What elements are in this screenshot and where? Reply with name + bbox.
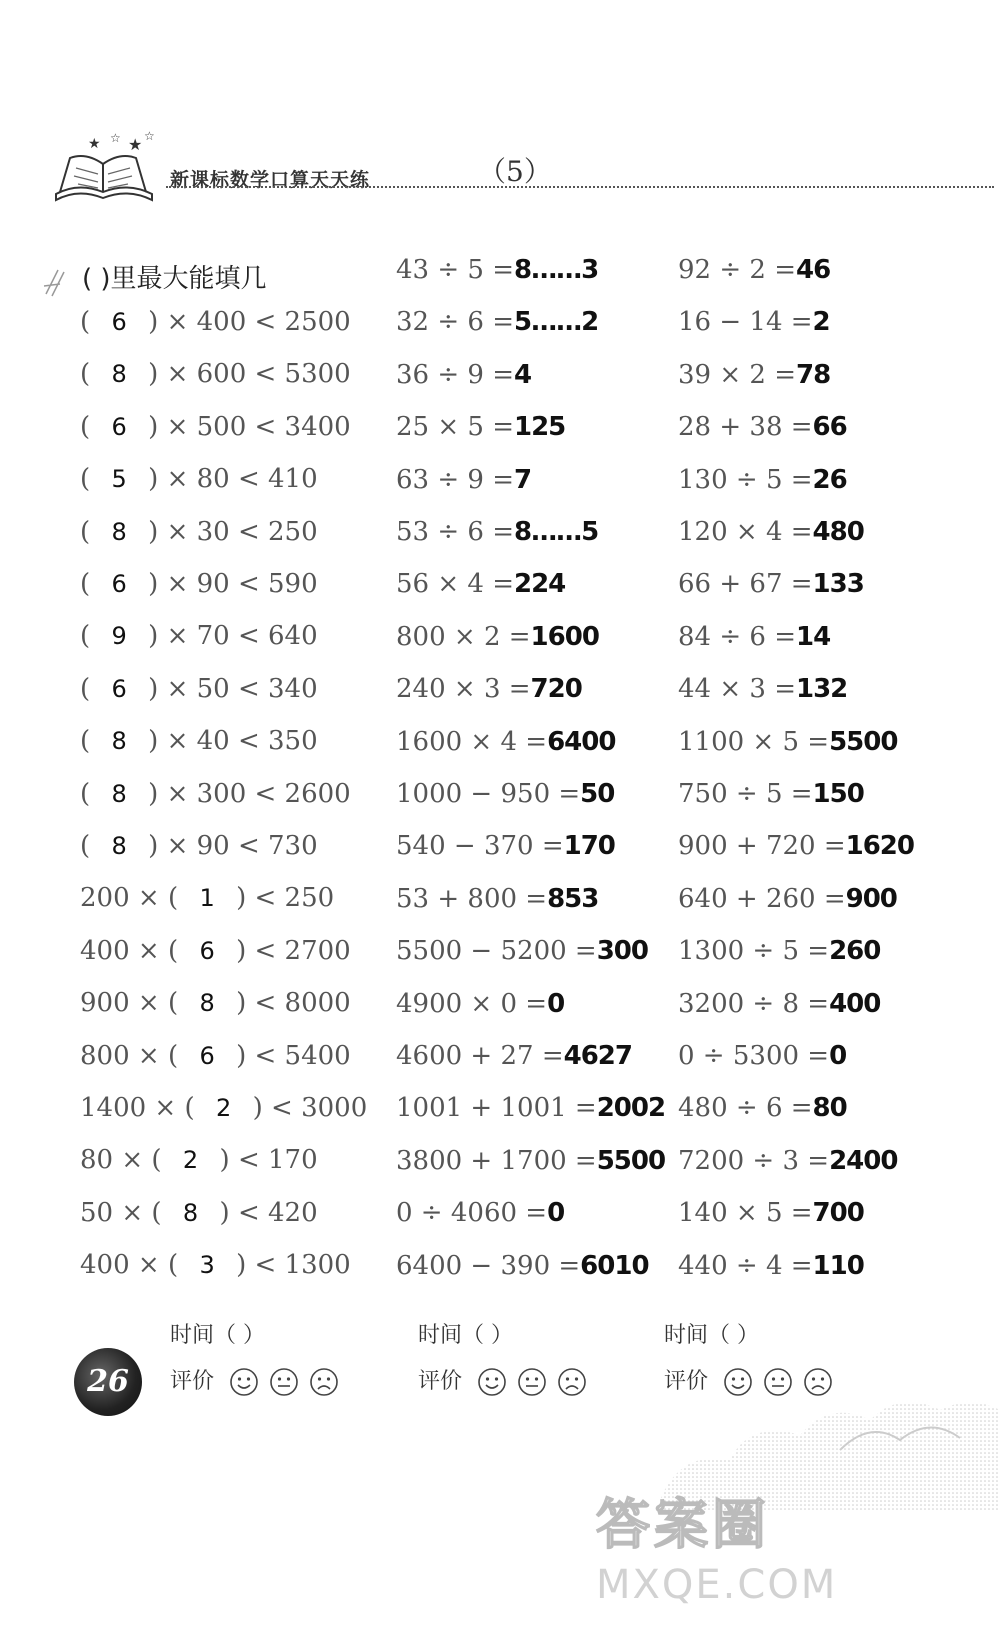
inequality-prefix: ( <box>80 673 91 704</box>
calculation-answer: 150 <box>812 779 864 809</box>
calculation-expression: 16 − 14 = <box>678 307 813 338</box>
fill-in-row <box>80 512 318 552</box>
calculation-answer: 110 <box>812 1250 864 1281</box>
header-divider <box>166 186 994 188</box>
calculation-row <box>396 984 564 1024</box>
inequality-prefix: ( <box>80 411 91 442</box>
calculation-answer: 480 <box>812 517 864 547</box>
smiley-neutral-icon[interactable] <box>517 1367 547 1397</box>
inequality-prefix: 900 × ( <box>80 988 179 1019</box>
calculation-row <box>678 512 864 552</box>
fill-in-row <box>80 826 318 866</box>
calculation-expression: 640 + 260 = <box>678 883 846 914</box>
pencil-mark-icon <box>40 262 80 302</box>
inequality-suffix: ) < 250 <box>236 883 335 914</box>
fill-in-row <box>80 407 351 447</box>
blank-answer: 8 <box>111 360 127 389</box>
calculation-row <box>678 774 864 814</box>
fill-in-row <box>80 1140 318 1180</box>
svg-text:★: ★ <box>128 135 143 154</box>
calculation-row <box>396 460 531 500</box>
calculation-row <box>678 1193 864 1233</box>
calculation-expression: 140 × 5 = <box>678 1198 813 1229</box>
blank-answer: 5 <box>111 465 127 494</box>
inequality-suffix: ) × 30 < 250 <box>148 516 318 547</box>
inequality-prefix: ( <box>80 778 91 809</box>
calculation-answer: 0 <box>547 1198 565 1229</box>
inequality-suffix: ) × 90 < 590 <box>148 569 318 599</box>
calculation-answer: 132 <box>796 674 848 705</box>
blank-answer: 6 <box>111 308 127 336</box>
inequality-prefix: 400 × ( <box>80 935 179 966</box>
calculation-row <box>678 564 864 604</box>
inequality-prefix: 400 × ( <box>80 1250 179 1281</box>
inequality-suffix: ) < 1300 <box>236 1250 351 1281</box>
calculation-row <box>396 722 615 762</box>
inequality-suffix: ) × 300 < 2600 <box>148 778 351 809</box>
issue-number: （5） <box>478 155 552 188</box>
watermark-logo: 答案圈 <box>596 1493 770 1556</box>
calculation-expression: 120 × 4 = <box>678 517 813 547</box>
evaluation-label: 评价 <box>418 1369 463 1394</box>
calculation-row <box>678 879 897 919</box>
svg-text:★: ★ <box>88 136 101 152</box>
open-book-icon <box>48 128 158 208</box>
calculation-expression: 25 × 5 = <box>396 412 514 443</box>
smiley-sad-icon[interactable] <box>309 1367 339 1397</box>
calculation-answer: 853 <box>547 883 599 914</box>
blank-answer: 6 <box>111 412 127 441</box>
svg-text:☆: ☆ <box>144 129 155 143</box>
calculation-expression: 1000 − 950 = <box>396 779 581 809</box>
blank-answer: 6 <box>111 674 127 703</box>
calculation-row <box>678 302 830 342</box>
calculation-row <box>678 250 830 290</box>
calculation-answer: 133 <box>812 569 864 600</box>
blank-answer: 1 <box>199 884 215 913</box>
calculation-expression: 53 + 800 = <box>396 883 548 914</box>
calculation-expression: 800 × 2 = <box>396 621 531 652</box>
calculation-expression: 53 ÷ 6 = <box>396 517 514 547</box>
evaluation-2 <box>418 1364 597 1397</box>
calculation-expression: 1100 × 5 = <box>678 726 830 757</box>
inequality-prefix: ( <box>80 831 91 861</box>
inequality-prefix: ( <box>80 464 91 495</box>
inequality-suffix: ) < 8000 <box>236 988 351 1019</box>
inequality-suffix: ) × 600 < 5300 <box>148 359 351 390</box>
blank-answer: 2 <box>182 1146 199 1175</box>
calculation-answer: 0 <box>547 988 565 1019</box>
calculation-expression: 44 × 3 = <box>678 674 796 705</box>
fill-in-row <box>80 774 351 814</box>
calculation-answer: 46 <box>796 255 831 285</box>
inequality-prefix: ( <box>80 359 91 390</box>
calculation-row <box>678 407 847 447</box>
smiley-happy-icon[interactable] <box>477 1367 507 1397</box>
calculation-expression: 39 × 2 = <box>678 359 796 390</box>
calculation-row <box>396 931 648 971</box>
fill-in-row <box>80 931 351 971</box>
calculation-row <box>678 669 847 709</box>
calculation-expression: 7200 ÷ 3 = <box>678 1145 830 1176</box>
inequality-suffix: ) × 50 < 340 <box>148 673 318 704</box>
calculation-answer: 2400 <box>829 1145 898 1176</box>
calculation-answer: 224 <box>514 569 566 600</box>
calculation-expression: 63 ÷ 9 = <box>396 464 514 495</box>
calculation-expression: 130 ÷ 5 = <box>678 464 813 495</box>
calculation-answer: 5500 <box>596 1145 666 1176</box>
calculation-answer: 5……2 <box>514 307 599 338</box>
blank-answer: 8 <box>182 1198 199 1227</box>
calculation-answer: 8……5 <box>514 517 599 547</box>
fill-in-row <box>80 1193 318 1233</box>
calculation-answer: 2 <box>812 307 830 338</box>
blank-answer: 8 <box>111 779 127 808</box>
calculation-answer: 1620 <box>845 831 914 862</box>
calculation-row <box>678 826 914 866</box>
inequality-suffix: ) × 90 < 730 <box>148 831 318 861</box>
calculation-row <box>396 826 615 866</box>
calculation-expression: 3200 ÷ 8 = <box>678 988 830 1019</box>
fill-in-row <box>80 354 351 394</box>
inequality-suffix: ) × 70 < 640 <box>148 621 318 652</box>
calculation-expression: 28 + 38 = <box>678 412 813 443</box>
calculation-answer: 6400 <box>547 726 616 757</box>
inequality-prefix: 80 × ( <box>80 1145 162 1176</box>
inequality-prefix: ( <box>80 621 91 652</box>
calculation-row <box>396 1088 665 1128</box>
calculation-answer: 170 <box>563 831 615 862</box>
calculation-answer: 720 <box>530 674 582 705</box>
fill-in-row <box>80 459 318 499</box>
fill-in-row <box>80 564 318 604</box>
calculation-row <box>678 931 880 971</box>
fill-in-row <box>80 1088 367 1128</box>
blank-answer: 3 <box>199 1251 215 1280</box>
calculation-row <box>396 302 598 342</box>
calculation-answer: 4 <box>514 359 532 390</box>
calculation-answer: 125 <box>514 412 566 443</box>
fill-in-row <box>80 1245 351 1285</box>
calculation-answer: 300 <box>596 936 648 967</box>
calculation-row <box>396 879 598 919</box>
calculation-expression: 56 × 4 = <box>396 569 514 600</box>
inequality-prefix: ( <box>80 569 91 599</box>
calculation-expression: 440 ÷ 4 = <box>678 1250 813 1281</box>
blank-answer: 2 <box>216 1094 232 1122</box>
calculation-row <box>396 617 599 657</box>
fill-in-row <box>80 616 318 656</box>
inequality-prefix: ( <box>80 307 91 337</box>
calculation-answer: 260 <box>829 936 881 967</box>
calculation-expression: 1600 × 4 = <box>396 726 548 757</box>
calculation-row <box>678 722 897 762</box>
time-field-1: 时间（ ） <box>170 1323 265 1348</box>
evaluation-faces <box>477 1367 597 1397</box>
calculation-answer: 80 <box>812 1093 847 1124</box>
calculation-expression: 1001 + 1001 = <box>396 1093 597 1124</box>
calculation-row <box>396 669 582 709</box>
blank-answer: 6 <box>199 936 215 965</box>
calculation-row <box>396 512 598 552</box>
calculation-expression: 900 + 720 = <box>678 831 846 862</box>
time-field-2: 时间（ ） <box>418 1323 513 1348</box>
smiley-happy-icon[interactable] <box>229 1367 259 1397</box>
calculation-answer: 0 <box>829 1041 847 1071</box>
calculation-expression: 540 − 370 = <box>396 831 564 862</box>
blank-answer: 6 <box>199 1041 215 1070</box>
inequality-suffix: ) < 5400 <box>236 1040 351 1071</box>
calculation-row <box>678 460 847 500</box>
fill-in-row <box>80 669 318 709</box>
inequality-suffix: ) × 80 < 410 <box>148 464 318 495</box>
calculation-answer: 66 <box>812 412 847 443</box>
calculation-expression: 480 ÷ 6 = <box>678 1093 813 1124</box>
calculation-row <box>396 250 598 290</box>
calculation-answer: 700 <box>812 1198 864 1229</box>
inequality-suffix: ) × 500 < 3400 <box>148 411 351 442</box>
calculation-row <box>396 1193 564 1233</box>
calculation-expression: 240 × 3 = <box>396 674 531 705</box>
evaluation-label: 评价 <box>170 1369 215 1394</box>
inequality-suffix: ) < 3000 <box>252 1093 368 1123</box>
calculation-row <box>396 1036 632 1076</box>
blank-answer: 8 <box>111 727 127 756</box>
inequality-prefix: 800 × ( <box>80 1040 179 1071</box>
calculation-answer: 1600 <box>530 621 599 652</box>
calculation-answer: 7 <box>514 464 532 495</box>
calculation-expression: 66 + 67 = <box>678 569 813 600</box>
fill-in-row <box>80 721 318 761</box>
blank-answer: 8 <box>111 832 127 860</box>
calculation-expression: 36 ÷ 9 = <box>396 359 514 390</box>
smiley-neutral-icon[interactable] <box>269 1367 299 1397</box>
blank-answer: 9 <box>111 622 127 651</box>
calculation-expression: 84 ÷ 6 = <box>678 621 796 652</box>
inequality-suffix: ) × 400 < 2500 <box>148 307 351 337</box>
calculation-row <box>678 617 830 657</box>
svg-text:☆: ☆ <box>110 131 121 145</box>
inequality-suffix: ) × 40 < 350 <box>148 726 318 757</box>
calculation-expression: 0 ÷ 5300 = <box>678 1041 830 1071</box>
series-title: 新课标数学口算天天练 <box>170 169 371 191</box>
calculation-row <box>396 355 531 395</box>
calculation-expression: 32 ÷ 6 = <box>396 307 514 338</box>
calculation-answer: 400 <box>829 988 881 1019</box>
evaluation-label: 评价 <box>664 1369 709 1394</box>
inequality-prefix: 1400 × ( <box>80 1093 195 1123</box>
calculation-row <box>396 774 614 814</box>
inequality-suffix: ) < 420 <box>219 1197 318 1228</box>
calculation-expression: 1300 ÷ 5 = <box>678 936 830 967</box>
calculation-row <box>678 1088 847 1128</box>
calculation-answer: 5500 <box>829 726 898 757</box>
inequality-suffix: ) < 170 <box>219 1145 318 1176</box>
calculation-expression: 6400 − 390 = <box>396 1250 581 1281</box>
page-header <box>48 128 1000 208</box>
calculation-answer: 900 <box>845 883 897 914</box>
evaluation-1 <box>170 1364 349 1397</box>
blank-answer: 8 <box>111 517 127 546</box>
fill-in-row <box>80 983 351 1023</box>
calculation-row <box>396 407 565 447</box>
calculation-answer: 50 <box>580 779 615 809</box>
fill-in-row <box>80 302 351 342</box>
page-number-badge: 26 <box>74 1348 142 1416</box>
inequality-prefix: 200 × ( <box>80 883 179 914</box>
calculation-row <box>396 564 565 604</box>
calculation-expression: 3800 + 1700 = <box>396 1145 597 1176</box>
calculation-row <box>396 1141 665 1181</box>
inequality-suffix: ) < 2700 <box>236 935 351 966</box>
calculation-expression: 4900 × 0 = <box>396 988 548 1019</box>
inequality-prefix: ( <box>80 726 91 757</box>
fill-in-row <box>80 878 334 918</box>
calculation-row <box>678 355 830 395</box>
calculation-answer: 78 <box>796 359 831 390</box>
calculation-expression: 43 ÷ 5 = <box>396 255 514 285</box>
inequality-prefix: 50 × ( <box>80 1197 162 1228</box>
fill-in-row <box>80 1036 351 1076</box>
blank-answer: 8 <box>199 989 215 1018</box>
time-field-3: 时间（ ） <box>664 1323 759 1348</box>
inequality-prefix: ( <box>80 516 91 547</box>
calculation-answer: 26 <box>812 464 847 495</box>
calculation-answer: 2002 <box>596 1093 666 1124</box>
calculation-answer: 4627 <box>563 1041 632 1071</box>
calculation-answer: 8……3 <box>514 255 599 285</box>
smiley-sad-icon[interactable] <box>557 1367 587 1397</box>
blank-answer: 6 <box>111 570 127 598</box>
section-title: ( )里最大能填几 <box>82 264 267 294</box>
calculation-expression: 92 ÷ 2 = <box>678 255 796 285</box>
calculation-row <box>678 1141 897 1181</box>
calculation-answer: 14 <box>796 621 831 652</box>
calculation-expression: 750 ÷ 5 = <box>678 779 813 809</box>
watermark-url: MXQE.COM <box>596 1562 838 1608</box>
calculation-expression: 5500 − 5200 = <box>396 936 597 967</box>
calculation-row <box>678 984 880 1024</box>
calculation-expression: 4600 + 27 = <box>396 1041 564 1071</box>
evaluation-faces <box>229 1367 349 1397</box>
calculation-row <box>396 1246 649 1286</box>
calculation-row <box>678 1036 846 1076</box>
calculation-answer: 6010 <box>580 1250 649 1281</box>
calculation-expression: 0 ÷ 4060 = <box>396 1198 548 1229</box>
calculation-row <box>678 1246 864 1286</box>
